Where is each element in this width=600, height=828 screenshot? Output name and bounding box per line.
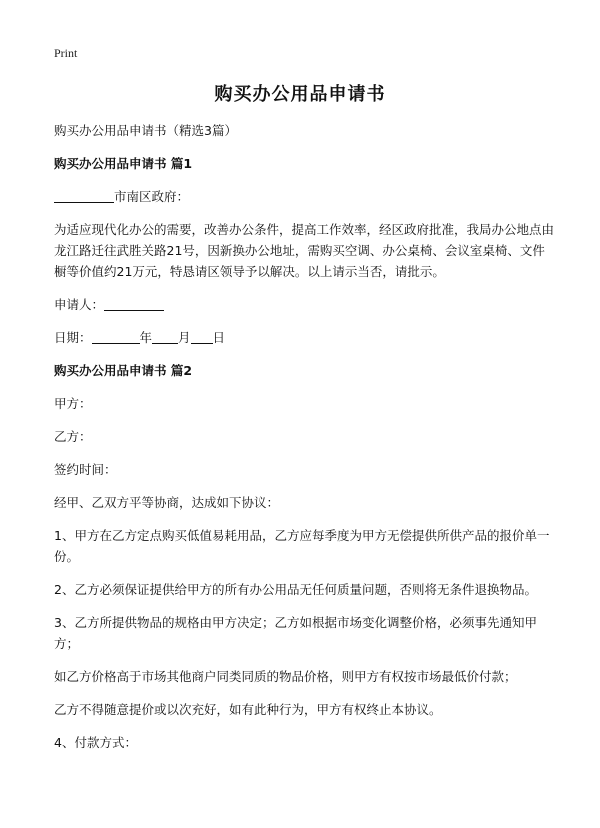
section1-heading: 购买办公用品申请书 篇1: [54, 156, 193, 171]
date-line: [54, 327, 554, 348]
applicant-line: [54, 294, 554, 315]
clause-3-continued: 如乙方价格高于市场其他商户同类同质的物品价格，则甲方有权按市场最低价付款；: [54, 669, 517, 684]
day-char: 日: [212, 330, 226, 345]
print-label: Print: [54, 46, 78, 60]
section1-body: 为适应现代化办公的需要，改善办公条件，提高工作效率，经区政府批准，我局办公地点由龙江路迁往武胜关路21号，因新换办公地址，需购买空调、办公桌椅、会议室桌椅、文件橱等价值约21万元，特恳请区领导予以解决。以上请示当否，请批示。: [54, 222, 555, 279]
clause-3: 3、乙方所提供物品的规格由甲方决定；乙方如根据市场变化调整价格，必须事先通知甲方；: [54, 615, 537, 651]
month-blank: [152, 329, 178, 344]
day-blank: [191, 329, 213, 344]
section2-heading: 购买办公用品申请书 篇2: [54, 363, 193, 378]
month-char: 月: [178, 330, 191, 345]
applicant-label: 申请人：: [54, 297, 105, 312]
clause-4: 4、付款方式：: [54, 735, 137, 750]
party-a-line: 甲方：: [54, 396, 92, 411]
agreement-line: 经甲、乙双方平等协商，达成如下协议：: [54, 495, 280, 510]
party-b-line: 乙方：: [54, 429, 92, 444]
recipient-blank: [54, 188, 114, 203]
date-label: 日期：: [54, 330, 92, 345]
year-char: 年: [139, 330, 153, 345]
document-body: [54, 120, 554, 765]
sign-time-line: 签约时间：: [54, 462, 117, 477]
clause-1: 1、甲方在乙方定点购买低值易耗用品，乙方应每季度为甲方无偿提供所供产品的报价单一份。: [54, 528, 550, 564]
year-blank: [92, 329, 140, 344]
applicant-blank: [104, 296, 164, 311]
document-title: 购买办公用品申请书: [214, 84, 386, 105]
recipient-line: [54, 186, 554, 207]
intro-line: 购买办公用品申请书（精选3篇）: [54, 123, 237, 138]
clause-2: 2、乙方必须保证提供给甲方的所有办公用品无任何质量问题，否则将无条件退换物品。: [54, 582, 537, 597]
recipient-suffix: 市南区政府：: [114, 189, 190, 204]
clause-3-note: 乙方不得随意提价或以次充好，如有此种行为，甲方有权终止本协议。: [54, 702, 442, 717]
